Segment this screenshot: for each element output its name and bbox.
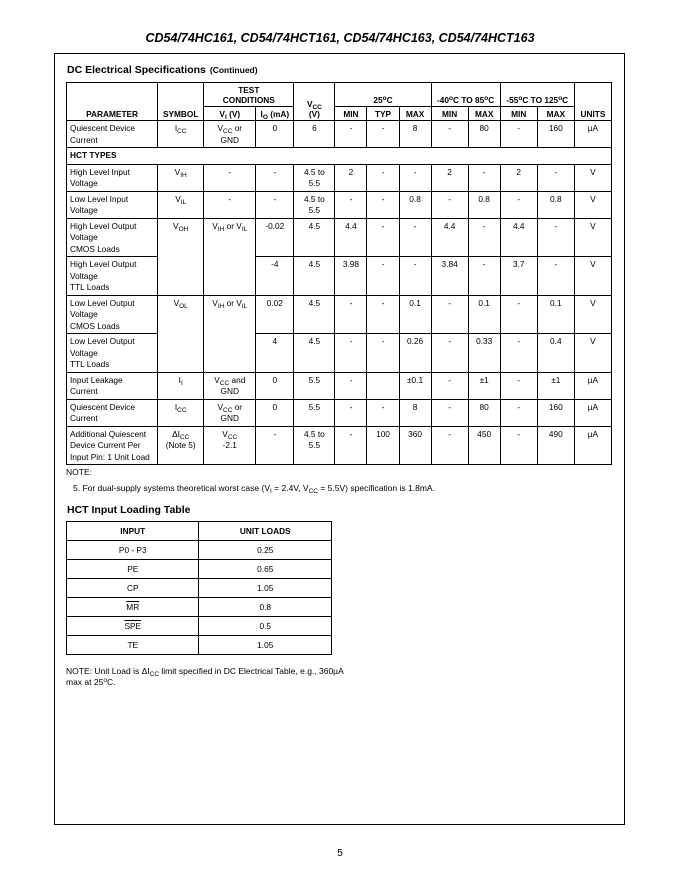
cell-max125: 160 (537, 399, 574, 426)
cell-units: V (574, 257, 611, 296)
cell-parameter: Additional Quiescent Device Current Per Input Pin: 1 Unit Load (67, 426, 158, 465)
cell-min25: - (335, 399, 367, 426)
cell-vi: $V_{CC}$ -2.1 (204, 426, 256, 465)
cell-max125: - (537, 257, 574, 296)
cell-typ25: - (367, 399, 399, 426)
cell-min125: 3.7 (500, 257, 537, 296)
table-row (67, 636, 332, 655)
table-row (67, 257, 612, 296)
cell-symbol: $V_{OH}$ (158, 218, 204, 257)
table-row (67, 218, 612, 257)
col-symbol: SYMBOL (158, 83, 204, 121)
cell-vi: $V_{CC}$ or GND (204, 399, 256, 426)
cell-io: - (256, 191, 294, 218)
col-io: $I_O$ (mA) (256, 107, 294, 121)
table-row (67, 295, 612, 334)
cell-input: CP (67, 579, 199, 598)
cell-max25: - (399, 164, 431, 191)
cell-typ25 (367, 372, 399, 399)
cell-units: V (574, 218, 611, 257)
cell-parameter: Low Level Input Voltage (67, 191, 158, 218)
cell-min125: - (500, 121, 537, 148)
loading-table-title: HCT Input Loading Table (67, 504, 191, 516)
col-min-85: MIN (431, 107, 468, 121)
cell-typ25: - (367, 164, 399, 191)
cell-symbol: $V_{OL}$ (158, 295, 204, 334)
cell-parameter: High Level Input Voltage (67, 164, 158, 191)
cell-io: 4 (256, 334, 294, 373)
cell-vi: - (204, 164, 256, 191)
cell-vcc: 5.5 (294, 372, 335, 399)
table-row (67, 121, 612, 148)
cell-max85: - (468, 257, 500, 296)
cell-min125: - (500, 295, 537, 334)
table-row (67, 598, 332, 617)
table-row (67, 164, 612, 191)
cell-loads: 0.8 (199, 598, 332, 617)
cell-io: -4 (256, 257, 294, 296)
col-85c: -40$^o$C TO 85$^o$C (431, 83, 500, 107)
cell-min85: - (431, 372, 468, 399)
cell-vcc: 4.5 to 5.5 (294, 426, 335, 465)
cell-parameter: Quiescent Device Current (67, 399, 158, 426)
cell-min125: - (500, 334, 537, 373)
cell-units: V (574, 191, 611, 218)
cell-parameter: High Level Output Voltage CMOS Loads (67, 218, 158, 257)
cell-vi: $V_{IH}$ or $V_{IL}$ (204, 218, 256, 257)
cell-typ25: - (367, 121, 399, 148)
cell-max125: - (537, 164, 574, 191)
cell-typ25: - (367, 191, 399, 218)
table-row (67, 541, 332, 560)
col-min-125: MIN (500, 107, 537, 121)
cell-min25: - (335, 295, 367, 334)
table-row (67, 579, 332, 598)
cell-max85: 0.1 (468, 295, 500, 334)
cell-io: 0.02 (256, 295, 294, 334)
cell-min85: - (431, 295, 468, 334)
cell-max85: 80 (468, 399, 500, 426)
cell-max85: 80 (468, 121, 500, 148)
cell-max25: 0.1 (399, 295, 431, 334)
cell-symbol: $\Delta I_{CC}$ (Note 5) (158, 426, 204, 465)
cell-min85: - (431, 399, 468, 426)
cell-min25: - (335, 372, 367, 399)
cell-units: V (574, 295, 611, 334)
cell-units: V (574, 334, 611, 373)
col-typ-25: TYP (367, 107, 399, 121)
cell-max85: 0.8 (468, 191, 500, 218)
cell-max85: ±1 (468, 372, 500, 399)
cell-units: µA (574, 426, 611, 465)
cell-max25: ±0.1 (399, 372, 431, 399)
cell-typ25: - (367, 218, 399, 257)
cell-vcc: 4.5 to 5.5 (294, 191, 335, 218)
cell-min25: 2 (335, 164, 367, 191)
cell-vcc: 5.5 (294, 399, 335, 426)
table-row (67, 334, 612, 373)
cell-symbol: $V_{IH}$ (158, 164, 204, 191)
cell-min125: - (500, 191, 537, 218)
cell-io: - (256, 164, 294, 191)
cell-min125: - (500, 399, 537, 426)
cell-units: µA (574, 121, 611, 148)
loading-header-row (67, 522, 332, 541)
table-row (67, 191, 612, 218)
cell-symbol: $I_{CC}$ (158, 399, 204, 426)
col-25c: 25$^o$C (335, 83, 431, 107)
cell-parameter: Quiescent Device Current (67, 121, 158, 148)
cell-min125: - (500, 426, 537, 465)
col-max-85: MAX (468, 107, 500, 121)
col-test-conditions: TEST CONDITIONS (204, 83, 294, 107)
cell-symbol (158, 257, 204, 296)
table-row (67, 399, 612, 426)
cell-min125: - (500, 372, 537, 399)
section-title: DC Electrical Specifications (Continued) (67, 64, 258, 76)
cell-symbol (158, 334, 204, 373)
cell-parameter: Low Level Output Voltage CMOS Loads (67, 295, 158, 334)
note-label: NOTE: (66, 467, 92, 477)
col-input: INPUT (67, 522, 199, 541)
table-row (67, 372, 612, 399)
cell-io: - (256, 426, 294, 465)
col-125c: -55$^o$C TO 125$^o$C (500, 83, 574, 107)
col-unit-loads: UNIT LOADS (199, 522, 332, 541)
cell-vi: $V_{CC}$ and GND (204, 372, 256, 399)
cell-loads: 1.05 (199, 579, 332, 598)
cell-io: 0 (256, 399, 294, 426)
cell-max25: 8 (399, 121, 431, 148)
cell-min85: - (431, 334, 468, 373)
cell-symbol: $I_{CC}$ (158, 121, 204, 148)
cell-min25: - (335, 191, 367, 218)
header-row-1 (67, 83, 612, 107)
col-min-25: MIN (335, 107, 367, 121)
cell-vcc: 4.5 (294, 295, 335, 334)
section-continued: (Continued) (209, 65, 258, 75)
cell-typ25: 100 (367, 426, 399, 465)
cell-max125: 0.8 (537, 191, 574, 218)
col-vcc: $V_{CC}$ (V) (294, 83, 335, 121)
cell-units: V (574, 164, 611, 191)
table-row (67, 617, 332, 636)
cell-vi (204, 334, 256, 373)
note-5: 5. For dual-supply systems theoretical worst case ($V_I = 2.4V$, $V_{CC} = 5.5V$) specification is 1.8mA. (73, 483, 435, 495)
cell-vcc: 4.5 (294, 257, 335, 296)
col-parameter: PARAMETER (67, 83, 158, 121)
cell-loads: 0.25 (199, 541, 332, 560)
cell-max25: 0.8 (399, 191, 431, 218)
cell-vi: - (204, 191, 256, 218)
cell-vcc: 4.5 to 5.5 (294, 164, 335, 191)
cell-min25: - (335, 334, 367, 373)
cell-vi (204, 257, 256, 296)
cell-typ25: - (367, 257, 399, 296)
cell-min85: - (431, 426, 468, 465)
cell-min25: 4.4 (335, 218, 367, 257)
cell-max25: - (399, 257, 431, 296)
cell-min25: - (335, 426, 367, 465)
cell-typ25: - (367, 295, 399, 334)
dc-spec-table (66, 82, 612, 465)
cell-max125: 490 (537, 426, 574, 465)
cell-max85: 0.33 (468, 334, 500, 373)
page-number: 5 (337, 848, 343, 859)
cell-vi: $V_{CC}$ or GND (204, 121, 256, 148)
cell-symbol: $I_I$ (158, 372, 204, 399)
cell-min85: 4.4 (431, 218, 468, 257)
table-row (67, 426, 612, 465)
cell-vcc: 4.5 (294, 218, 335, 257)
cell-symbol: $V_{IL}$ (158, 191, 204, 218)
cell-input: P0 - P3 (67, 541, 199, 560)
cell-max125: 0.1 (537, 295, 574, 334)
cell-input: TE (67, 636, 199, 655)
cell-input: $\overline{SPE}$ (67, 617, 199, 636)
cell-max25: 360 (399, 426, 431, 465)
cell-min85: - (431, 191, 468, 218)
cell-parameter: Low Level Output Voltage TTL Loads (67, 334, 158, 373)
cell-min125: 2 (500, 164, 537, 191)
hct-types-label: HCT TYPES (67, 148, 612, 165)
cell-max85: 450 (468, 426, 500, 465)
cell-io: 0 (256, 372, 294, 399)
col-max-125: MAX (537, 107, 574, 121)
col-vi: $V_I$ (V) (204, 107, 256, 121)
cell-io: 0 (256, 121, 294, 148)
cell-max85: - (468, 218, 500, 257)
cell-max25: 8 (399, 399, 431, 426)
cell-vcc: 6 (294, 121, 335, 148)
cell-max125: ±1 (537, 372, 574, 399)
cell-input: $\overline{MR}$ (67, 598, 199, 617)
cell-parameter: High Level Output Voltage TTL Loads (67, 257, 158, 296)
cell-units: µA (574, 372, 611, 399)
unit-load-note: NOTE: Unit Load is $\Delta I_{CC}$ limit specified in DC Electrical Table, e.g., 360µA max at 25$^o$C. (66, 666, 344, 687)
cell-vcc: 4.5 (294, 334, 335, 373)
cell-max125: 160 (537, 121, 574, 148)
cell-loads: 0.5 (199, 617, 332, 636)
cell-min85: - (431, 121, 468, 148)
col-units: UNITS (574, 83, 611, 121)
col-max-25: MAX (399, 107, 431, 121)
cell-units: µA (574, 399, 611, 426)
cell-max85: - (468, 164, 500, 191)
cell-min25: 3.98 (335, 257, 367, 296)
cell-max125: 0.4 (537, 334, 574, 373)
cell-loads: 1.05 (199, 636, 332, 655)
table-row (67, 560, 332, 579)
cell-max25: 0.26 (399, 334, 431, 373)
cell-min125: 4.4 (500, 218, 537, 257)
document-header: CD54/74HC161, CD54/74HCT161, CD54/74HC163, CD54/74HCT163 (145, 31, 535, 45)
cell-io: -0.02 (256, 218, 294, 257)
cell-typ25: - (367, 334, 399, 373)
hct-input-loading-table (66, 521, 332, 655)
cell-parameter: Input Leakage Current (67, 372, 158, 399)
cell-vi: $V_{IH}$ or $V_{IL}$ (204, 295, 256, 334)
cell-max125: - (537, 218, 574, 257)
section-row-hct (67, 148, 612, 165)
cell-max25: - (399, 218, 431, 257)
cell-min85: 3.84 (431, 257, 468, 296)
cell-loads: 0.65 (199, 560, 332, 579)
cell-input: PE (67, 560, 199, 579)
cell-min85: 2 (431, 164, 468, 191)
cell-min25: - (335, 121, 367, 148)
